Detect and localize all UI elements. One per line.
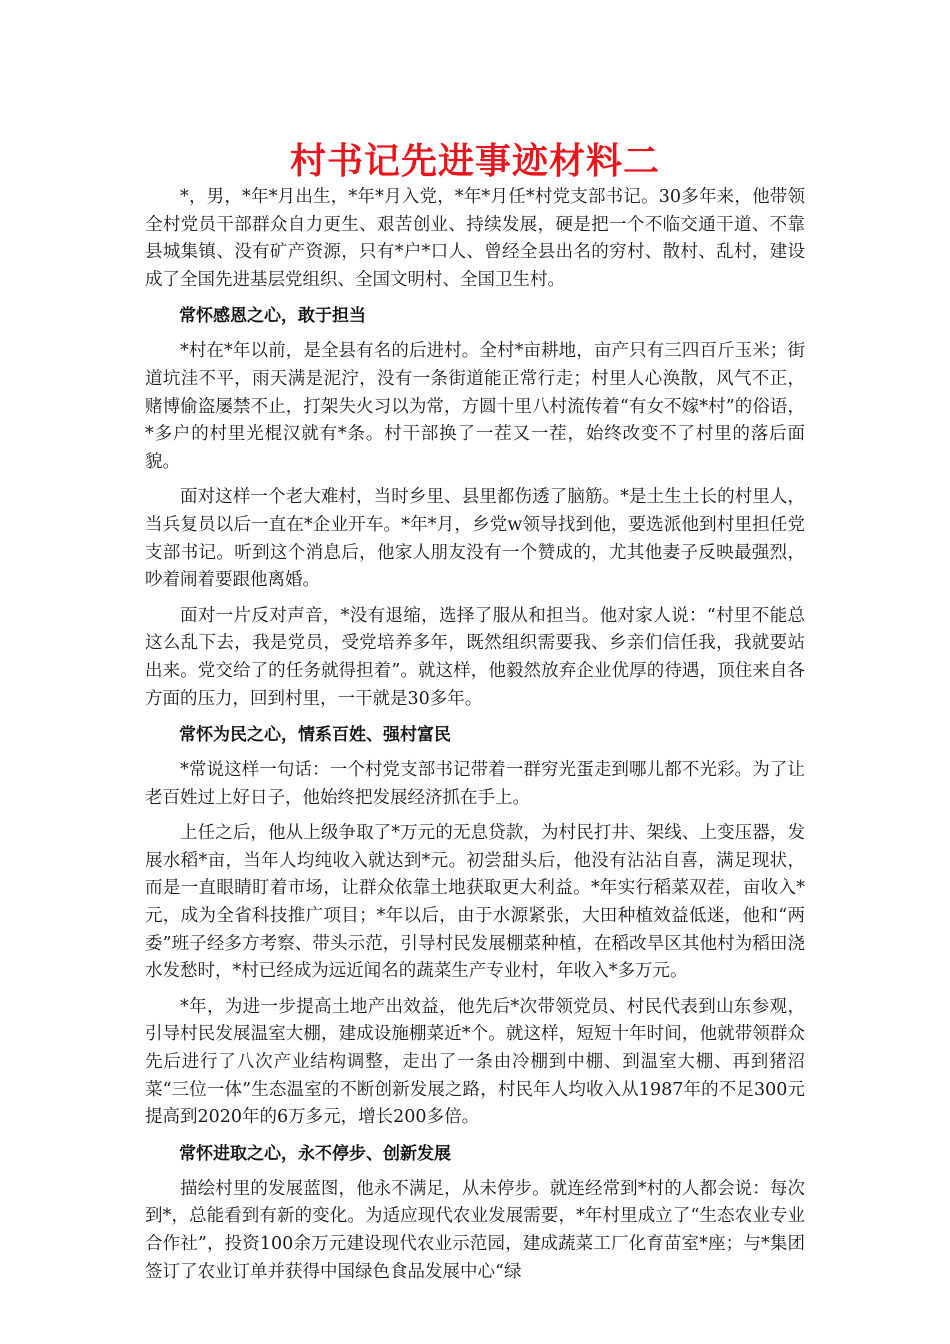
body-paragraph: 描绘村里的发展蓝图，他永不满足，从未停步。就连经常到*村的人都会说：每次到*，总能看到有新的变化。为适应现代农业发展需要，*年村里成立了“生态农业专业合作社”，投资100余万元建设现代农业示范园，建成蔬菜工厂化育苗室*座；与*集团签订了农业订单并获得中国绿色食品发展中心“绿 bbox=[145, 1178, 805, 1282]
body-paragraph: *村在*年以前，是全县有名的后进村。全村*亩耕地，亩产只有三四百斤玉米；街道坑洼不平，雨天满是泥泞，没有一条街道能正常行走；村里人心涣散，风气不正，赌博偷盗屡禁不止，打架失火习以为常，方圆十里八村流传着“有女不嫁*村”的俗语，*多户的村里光棍汉就有*条。村干部换了一茬又一茬，始终改变不了村里的落后面貌。 bbox=[145, 341, 805, 472]
body-paragraph: 面对一片反对声音，*没有退缩，选择了服从和担当。他对家人说：“村里不能总这么乱下去，我是党员，受党培养多年，既然组织需要我、乡亲们信任我，我就要站出来。党交给了的任务就得担着”。就这样，他毅然放弃企业优厚的待遇，顶住来自各方面的压力，回到村里，一干就是30多年。 bbox=[145, 605, 805, 709]
body-paragraph: 上任之后，他从上级争取了*万元的无息贷款，为村民打井、架线、上变压器，发展水稻*亩，当年人均纯收入就达到*元。初尝甜头后，他没有沾沾自喜，满足现状，而是一直眼睛盯着市场，让群众依靠土地获取更大利益。*年实行稻菜双茬，亩收入*元，成为全省科技推广项目；*年以后，由于水源紧张，大田种植效益低迷，他和“两委”班子经多方考察、带头示范，引导村民发展棚菜种植，在稻改旱区其他村为稻田浇水发愁时，*村已经成为远近闻名的蔬菜生产专业村，年收入*多万元。 bbox=[145, 823, 805, 982]
section-heading-people: 常怀为民之心，情系百姓、强村富民 bbox=[179, 725, 451, 746]
body-paragraph: *常说这样一句话：一个村党支部书记带着一群穷光蛋走到哪儿都不光彩。为了让老百姓过上好日子，他始终把发展经济抓在手上。 bbox=[145, 760, 805, 808]
section-heading-gratitude: 常怀感恩之心，敢于担当 bbox=[179, 306, 366, 327]
document-body bbox=[145, 184, 805, 1294]
intro-paragraph: *，男，*年*月出生，*年*月入党，*年*月任*村党支部书记。30多年来，他带领全村党员干部群众自力更生、艰苦创业、持续发展，硬是把一个不临交通干道、不靠县城集镇、没有矿产资源，只有*户*口人、曾经全县出名的穷村、散村、乱村，建设成了全国先进基层党组织、全国文明村、全国卫生村。 bbox=[145, 187, 805, 290]
document-title: 村书记先进事迹材料二 bbox=[289, 140, 660, 182]
section-heading-progress: 常怀进取之心，永不停步、创新发展 bbox=[179, 1143, 451, 1164]
body-paragraph: *年，为进一步提高土地产出效益，他先后*次带领党员、村民代表到山东参观，引导村民发展温室大棚，建成设施棚菜近*个。就这样，短短十年时间，他就带领群众先后进行了八次产业结构调整，走出了一条由冷棚到中棚、到温室大棚、再到猪沼菜“三位一体”生态温室的不断创新发展之路，村民年人均收入从1987年的不足300元提高到2020年的6万多元，增长200多倍。 bbox=[145, 996, 805, 1128]
body-paragraph: 面对这样一个老大难村，当时乡里、县里都伤透了脑筋。*是土生土长的村里人，当兵复员以后一直在*企业开车。*年*月，乡党w领导找到他，要选派他到村里担任党支部书记。听到这个消息后，他家人朋友没有一个赞成的，尤其他妻子反映最强烈，吵着闹着要跟他离婚。 bbox=[145, 487, 805, 591]
